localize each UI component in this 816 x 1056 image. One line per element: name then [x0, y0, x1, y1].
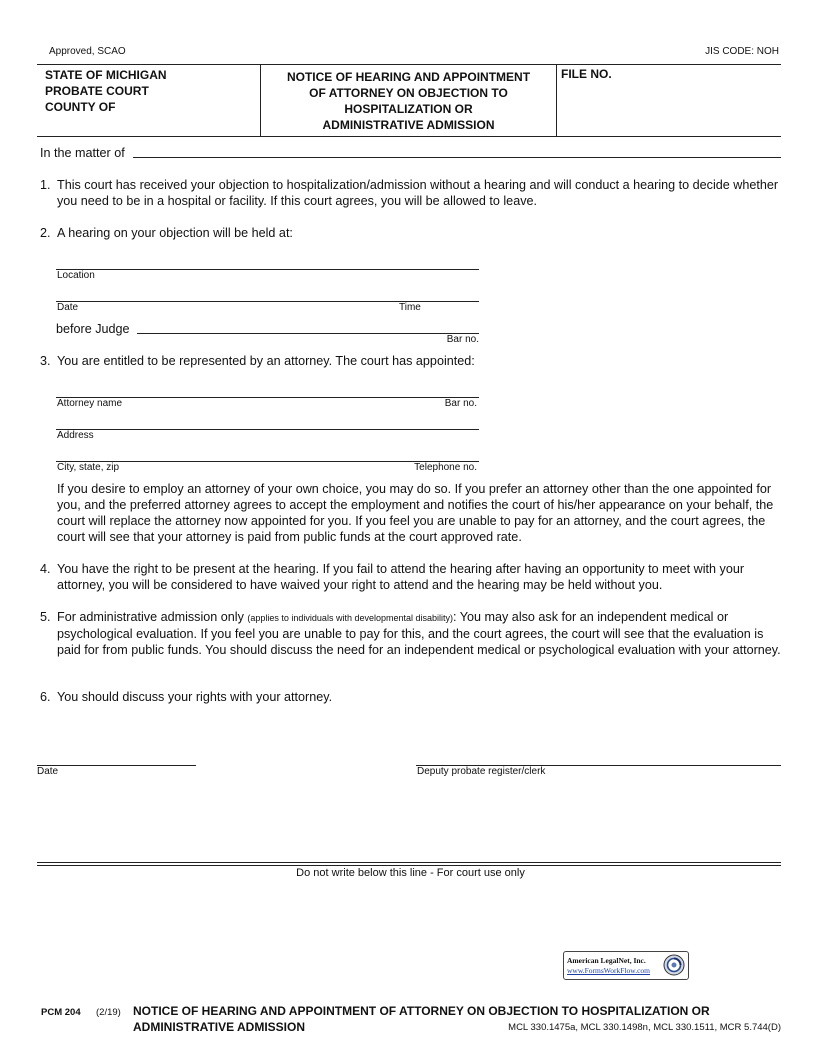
item-6-text: You should discuss your rights with your attorney. [57, 690, 333, 704]
item-2-text: A hearing on your objection will be held at: [57, 226, 293, 240]
matter-label: In the matter of [40, 146, 125, 160]
footer-statutes: MCL 330.1475a, MCL 330.1498n, MCL 330.1511, MCR 5.744(D) [508, 1022, 781, 1033]
item-number: 3. [40, 354, 51, 368]
file-no-label: FILE NO. [561, 67, 612, 81]
hearing-time-label: Time [399, 302, 421, 313]
jis-code: JIS CODE: NOH [705, 46, 779, 57]
item-5-lead: For administrative admission only [57, 610, 244, 624]
signature-date-field[interactable] [37, 765, 196, 766]
item-1 [40, 177, 782, 209]
item-6 [40, 689, 782, 705]
item-5-body: : You may also ask for an independent medical or psychological evaluation. If you feel you are unable to pay for this, and the court agrees, the court will see that the evaluation is paid for from public funds. You should discuss the need for an independent medical or psychological evaluation with your attorney. [57, 610, 781, 657]
item-5-text [57, 609, 782, 658]
court-use-divider [37, 862, 781, 863]
location-label: Location [57, 270, 95, 281]
location-field[interactable] [56, 269, 479, 270]
item-4 [40, 561, 782, 593]
address-label: Address [57, 430, 94, 441]
item-3b-text: If you desire to employ an attorney of your own choice, you may do so. If you prefer an attorney other than the one appointed for you, and the preferred attorney agrees to accept the employment and notifies the court of his/her appearance on your behalf, the court will replace the attorney now appointed for you. If you feel you are unable to pay for an attorney, and the court agrees, the court will see that your attorney is paid from public funds at the court approved rate. [57, 482, 774, 544]
logo-company: American LegalNet, Inc. [567, 956, 646, 965]
form-title-line: ADMINISTRATIVE ADMISSION [322, 118, 495, 132]
item-5 [40, 609, 782, 658]
court-info [45, 67, 167, 115]
attorney-bar-no-label: Bar no. [444, 398, 477, 409]
judge-field[interactable] [137, 333, 479, 334]
item-2 [40, 225, 782, 241]
item-number: 6. [40, 690, 51, 704]
american-legalnet-logo[interactable] [563, 951, 689, 980]
approved-label: Approved, SCAO [49, 46, 126, 57]
footer-title-line2: ADMINISTRATIVE ADMISSION [133, 1020, 306, 1034]
deputy-label: Deputy probate register/clerk [417, 766, 546, 777]
item-3-text: You are entitled to be represented by an attorney. The court has appointed: [57, 354, 475, 368]
form-title-line: OF ATTORNEY ON OBJECTION TO [309, 86, 508, 100]
logo-url[interactable]: www.FormsWorkFlow.com [567, 966, 651, 975]
telephone-label: Telephone no. [414, 462, 477, 473]
item-number: 2. [40, 226, 51, 240]
before-judge-label: before Judge [56, 322, 130, 336]
form-title-line: NOTICE OF HEARING AND APPOINTMENT [286, 70, 531, 84]
item-3 [40, 353, 782, 369]
item-5-paren: (applies to individuals with developmental disability) [247, 613, 453, 623]
court-county: COUNTY OF [45, 100, 116, 114]
attorney-name-label: Attorney name [57, 398, 123, 409]
court-name: PROBATE COURT [45, 84, 149, 98]
item-4-text: You have the right to be present at the hearing. If you fail to attend the hearing after having an opportunity to meet with your attorney, you will be considered to have waived your right to attend and the hearing may be held without you. [57, 562, 745, 592]
court-use-label: Do not write below this line - For court use only [296, 867, 525, 879]
globe-icon [663, 954, 685, 976]
attorney-address-field[interactable] [56, 429, 479, 430]
court-state: STATE OF MICHIGAN [45, 68, 167, 82]
matter-field[interactable] [133, 157, 781, 158]
signature-date-label: Date [37, 766, 59, 777]
item-number: 1. [40, 178, 51, 192]
form-title-line: HOSPITALIZATION OR [344, 102, 473, 116]
item-number: 4. [40, 562, 51, 576]
hearing-date-label: Date [57, 302, 79, 313]
form-title [261, 69, 556, 133]
court-use-divider-2 [37, 865, 781, 866]
judge-bar-no-label: Bar no. [446, 334, 479, 345]
item-1-text: This court has received your objection to hospitalization/admission without a hearing and will conduct a hearing to decide whether you need to be in a hospital or facility. If this court agrees, you will be allowed to leave. [57, 178, 779, 208]
form-revision: (2/19) [96, 1007, 121, 1018]
item-3-continued [40, 481, 782, 545]
form-id: PCM 204 [41, 1007, 81, 1018]
footer-title-line1: NOTICE OF HEARING AND APPOINTMENT OF ATTORNEY ON OBJECTION TO HOSPITALIZATION OR [133, 1004, 710, 1018]
city-label: City, state, zip [57, 462, 120, 473]
item-number: 5. [40, 610, 51, 624]
